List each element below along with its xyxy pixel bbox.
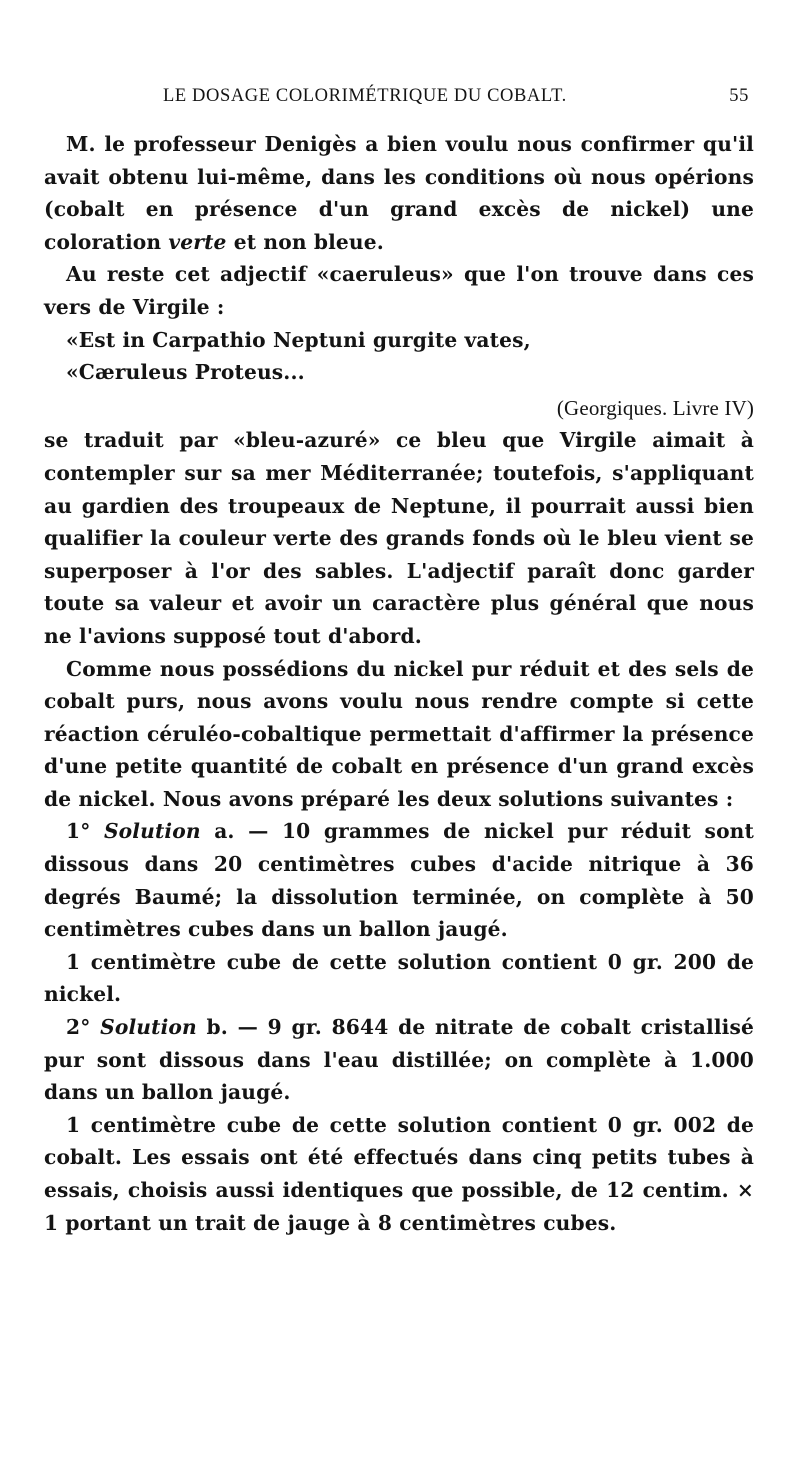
italic-word: verte	[168, 229, 227, 254]
paragraph-cobalt-content: 1 centimètre cube de cette solution contient 0 gr. 002 de cobalt. Les essais ont été effectués dans cinq petits tubes à essais, choisis aussi identiques que possible, de 12 centim. × 1 portant un trait de jauge à 8 centimètres cubes.	[44, 1112, 754, 1235]
page-number: 55	[729, 86, 749, 106]
paragraph-text: a. — 10 grammes de nickel pur réduit sont dissous dans 20 centimètres cubes d'acide nitrique à 36 degrés Baumé; la dissolution terminée, on complète à 50 centimètres cubes dans un ballon jaugé.	[44, 819, 754, 942]
text-line: vers de Virgile :	[44, 294, 225, 319]
citation: (Georgiques. Livre IV)	[556, 395, 754, 420]
paragraph-solution-b	[44, 1011, 754, 1109]
paragraph-experiment: Comme nous possédions du nickel pur réduit et des sels de cobalt purs, nous avons voulu nous rendre compte si cette réaction céruléo-cobaltique permettait d'affirmer la présence d'une petite quantité de cobalt en présence d'un grand excès de nickel. Nous avons préparé les deux solutions suivantes :	[44, 656, 754, 811]
paragraph-translation: se traduit par «bleu-azuré» ce bleu que Virgile aimait à contempler sur sa mer Méditerranée; toutefois, s'appliquant au gardien des troupeaux de Neptune, il pourrait aussi bien qualifier la couleur verte des grands fonds où le bleu vient se superposer à l'or des sables. L'adjectif paraît donc garder toute sa valeur et avoir un caractère plus général que nous ne l'avions supposé tout d'abord.	[44, 428, 754, 648]
paragraph-text: M. le professeur Denigès a bien voulu nous confirmer qu'il avait obtenu lui-même, dans les conditions où nous opérions (cobalt en présence d'un grand excès de nickel) une coloration	[44, 132, 754, 254]
running-head-title: LE DOSAGE COLORIMÉTRIQUE DU COBALT.	[163, 86, 567, 106]
paragraph-virgile	[44, 258, 754, 291]
paragraph-virgile-cont	[44, 291, 754, 424]
text-line: Au reste cet adjectif «caeruleus» que l'on trouve dans ces	[66, 262, 754, 287]
paragraph-deniges	[44, 128, 754, 258]
paragraph-text: b. — 9 gr. 8644 de nitrate de cobalt cristallisé pur sont dissous dans l'eau distillée; on complète à 1.000 dans un ballon jaugé.	[44, 1015, 754, 1105]
solution-label: Solution	[103, 819, 201, 844]
item-number: 1°	[66, 819, 104, 844]
verse-line: «Cæruleus Proteus...	[66, 360, 305, 385]
paragraph-nickel-content: 1 centimètre cube de cette solution contient 0 gr. 200 de nickel.	[44, 949, 754, 1007]
paragraph-solution-a	[44, 815, 754, 945]
item-number: 2°	[66, 1015, 101, 1040]
body-text	[44, 128, 754, 1239]
paragraph-text: et non bleue.	[226, 229, 384, 254]
verse-line: «Est in Carpathio Neptuni gurgite vates,	[66, 327, 531, 352]
solution-label: Solution	[100, 1015, 197, 1040]
running-head	[163, 86, 749, 110]
